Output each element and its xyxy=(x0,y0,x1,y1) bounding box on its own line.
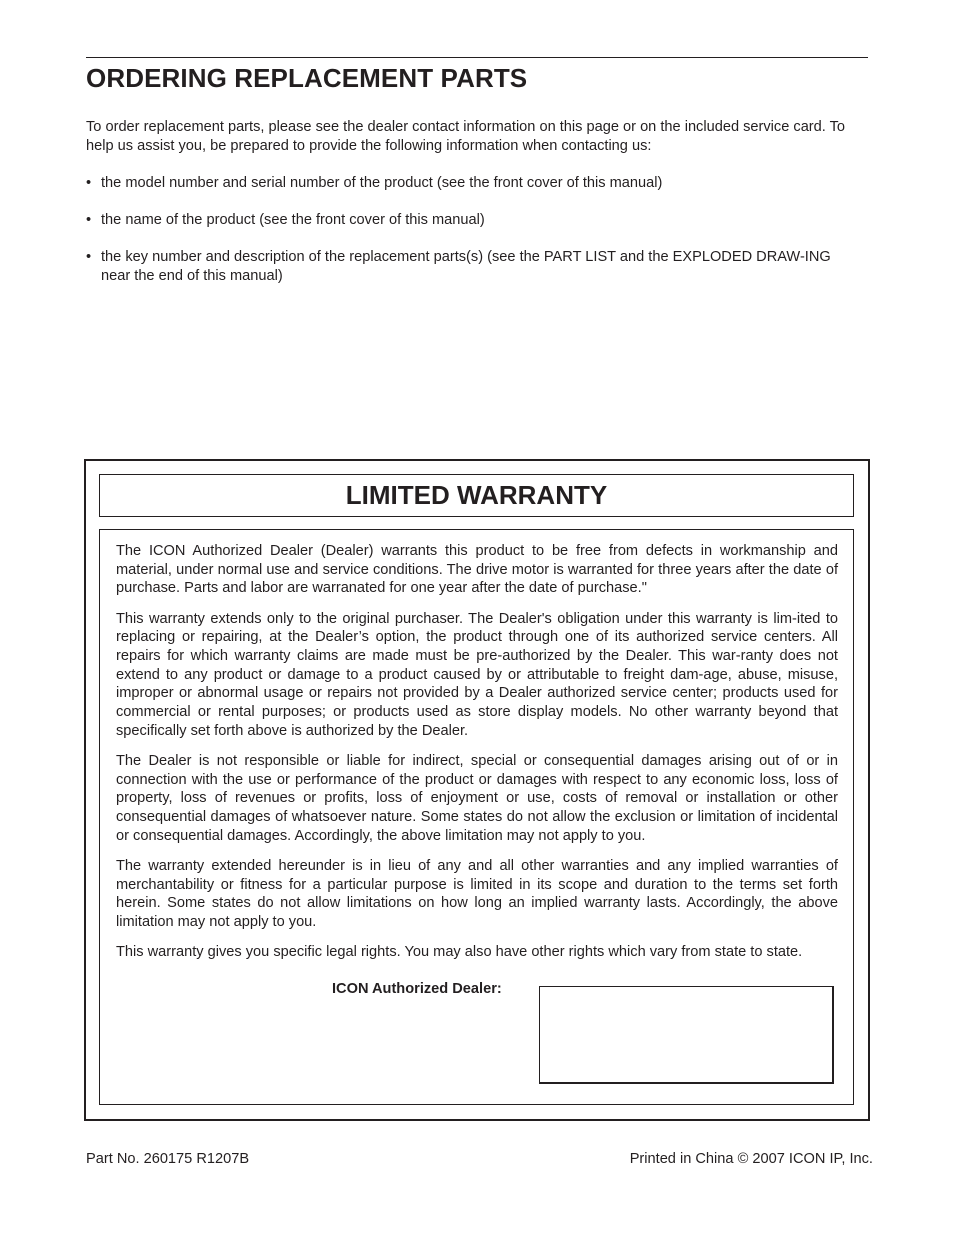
dealer-stamp-box xyxy=(539,986,834,1084)
bullet-item-product-name: • the name of the product (see the front cover of this manual) xyxy=(86,211,861,230)
warranty-title-box xyxy=(99,474,854,517)
warranty-text xyxy=(116,542,838,974)
warranty-paragraph-implied: The warranty extended hereunder is in lieu of any and all other warranties and any implied warranties of merchantability or fitness for a particular purpose is limited in its scope and duration to the terms set forth herein. Some states do not allow limitations on how long an implied warranty lasts. Accordingly, the above limitation may not apply to you. xyxy=(116,858,838,931)
ordering-title: ORDERING REPLACEMENT PARTS xyxy=(86,63,528,93)
warranty-paragraph-coverage: The ICON Authorized Dealer (Dealer) warrants this product to be free from defects in workmanship and material, under normal use and service conditions. The drive motor is warranted for three years after the date of purchase. Parts and labor are warranated for one year after the date of purchase." xyxy=(116,543,838,597)
part-number: Part No. 260175 R1207B xyxy=(86,1151,250,1167)
top-rule xyxy=(86,57,868,58)
warranty-paragraph-liability: The Dealer is not responsible or liable for indirect, special or consequential damages arising out of or in connection with the use or performance of the product or damages with respect to any economic loss, loss of property, loss of revenues or profits, loss of enjoyment or use, costs of removal or installation or other consequential damages of whatsoever nature. Some states do not allow the exclusion or limitation of incidental or consequential damages. Accordingly, the above limitation may not apply to you. xyxy=(116,753,838,844)
dealer-label: ICON Authorized Dealer: xyxy=(332,981,502,997)
warranty-paragraph-obligation: This warranty extends only to the original purchaser. The Dealer's obligation under this warranty is lim-ited to replacing or repairing, at the Dealer’s option, the product through one of its authorized service centers. All repairs for which warranty claims are made must be pre-authorized by the Dealer. This war-ranty does not extend to any product or damage to a product caused by or attributable to freight dam-age, abuse, misuse, improper or abnormal usage or repairs not provided by a Dealer authorized service center; products used for commercial or rental purposes; or products used as store display models. No other warranty beyond that specifically set forth above is authorized by the Dealer. xyxy=(116,610,838,739)
warranty-paragraph-rights: This warranty gives you specific legal rights. You may also have other rights which vary from state to state. xyxy=(116,944,803,961)
bullet-item-model-serial: • the model number and serial number of the product (see the front cover of this manual) xyxy=(86,174,861,193)
warranty-title: LIMITED WARRANTY xyxy=(345,480,608,510)
printed-notice: Printed in China © 2007 ICON IP, Inc. xyxy=(629,1151,873,1167)
warranty-body-box xyxy=(99,529,854,1105)
ordering-intro: To order replacement parts, please see the dealer contact information on this page or on the included service card. To help us assist you, be prepared to provide the following information when contacting us: xyxy=(86,119,846,154)
bullet-item-key-number: • the key number and description of the replacement parts(s) (see the PART LIST and the EXPLODED DRAW-ING near the end of this manual) xyxy=(86,248,861,286)
ordering-bullet-list xyxy=(86,174,861,304)
